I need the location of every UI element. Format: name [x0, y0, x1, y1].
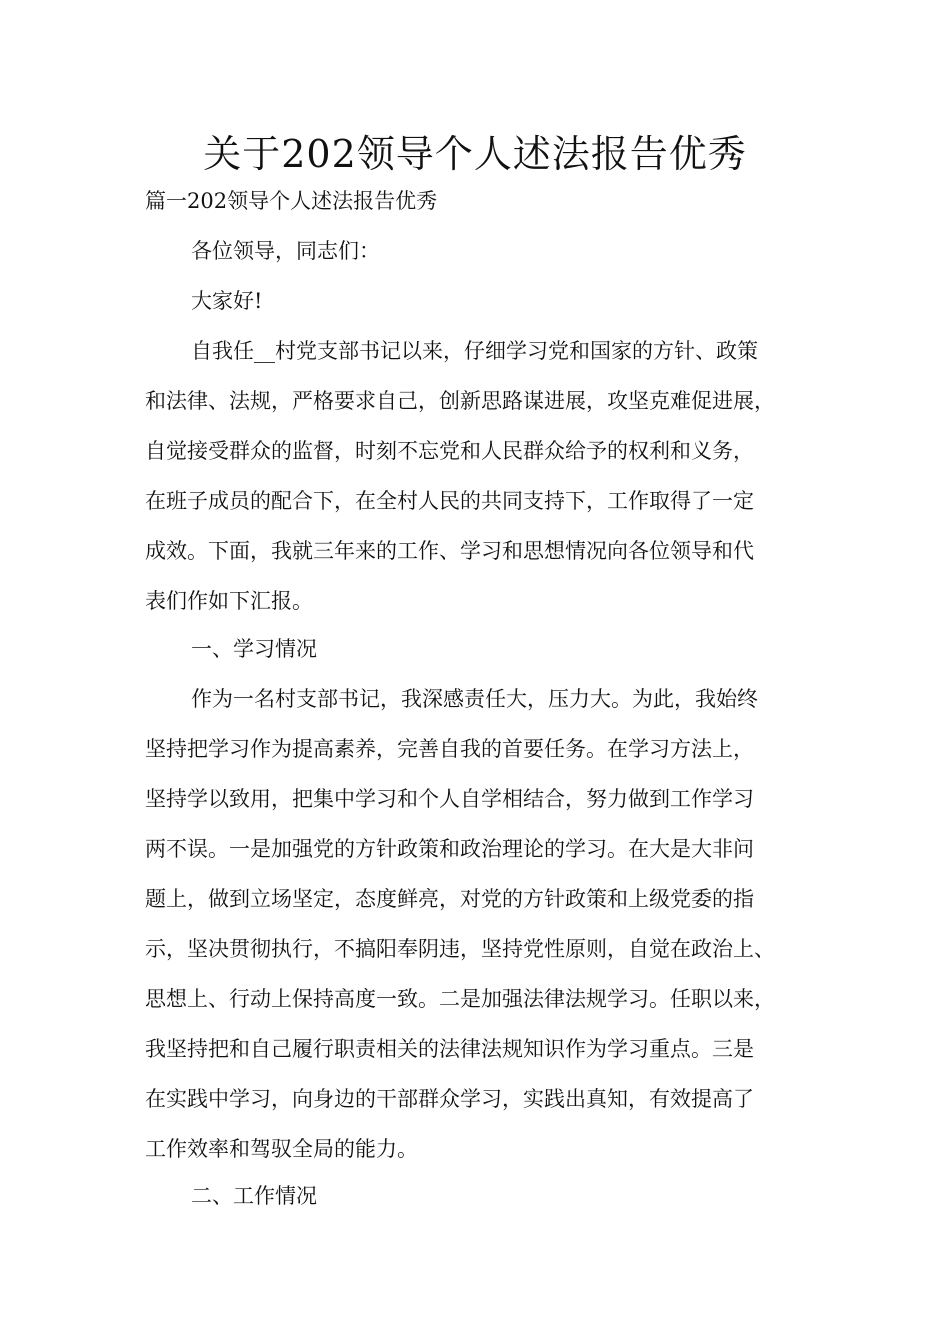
document-subtitle: 篇一202领导个人述法报告优秀 — [145, 189, 438, 213]
paragraph-line: 思想上、行动上保持高度一致。二是加强法律法规学习。任职以来， — [145, 987, 775, 1011]
greeting-line: 各位领导，同志们： — [191, 239, 380, 263]
paragraph-line: 工作效率和驾驭全局的能力。 — [145, 1137, 418, 1161]
document-title: 关于202领导个人述法报告优秀 — [203, 132, 747, 176]
paragraph-line: 在实践中学习，向身边的干部群众学习，实践出真知，有效提高了 — [145, 1087, 754, 1111]
intro-paragraph — [145, 326, 835, 626]
paragraph-line: 两不误。一是加强党的方针政策和政治理论的学习。在大是大非问 — [145, 837, 754, 861]
paragraph-line: 作为一名村支部书记，我深感责任大，压力大。为此，我始终 — [191, 687, 758, 711]
greeting-block — [145, 226, 835, 326]
paragraph-line: 和法律、法规，严格要求自己，创新思路谋进展，攻坚克难促进展， — [145, 389, 775, 413]
paragraph-line: 自觉接受群众的监督，时刻不忘党和人民群众给予的权利和义务， — [145, 439, 754, 463]
paragraph-line: 自我任__村党支部书记以来，仔细学习党和国家的方针、政策 — [191, 339, 758, 363]
section-1 — [145, 624, 835, 1174]
section-heading: 一、学习情况 — [191, 637, 317, 661]
paragraph-line: 我坚持把和自己履行职责相关的法律法规知识作为学习重点。三是 — [145, 1037, 754, 1061]
paragraph-line: 示，坚决贯彻执行，不搞阳奉阴违，坚持党性原则，自觉在政治上、 — [145, 937, 775, 961]
paragraph-line: 成效。下面，我就三年来的工作、学习和思想情况向各位领导和代 — [145, 539, 754, 563]
section-heading: 二、工作情况 — [191, 1184, 317, 1208]
paragraph-line: 题上，做到立场坚定，态度鲜亮，对党的方针政策和上级党委的指 — [145, 887, 754, 911]
section-2 — [145, 1171, 835, 1221]
paragraph-line: 在班子成员的配合下，在全村人民的共同支持下，工作取得了一定 — [145, 489, 754, 513]
paragraph-line: 坚持学以致用，把集中学习和个人自学相结合，努力做到工作学习 — [145, 787, 754, 811]
paragraph-line: 坚持把学习作为提高素养，完善自我的首要任务。在学习方法上， — [145, 737, 754, 761]
hello-line: 大家好! — [191, 289, 263, 313]
paragraph-line: 表们作如下汇报。 — [145, 589, 313, 613]
